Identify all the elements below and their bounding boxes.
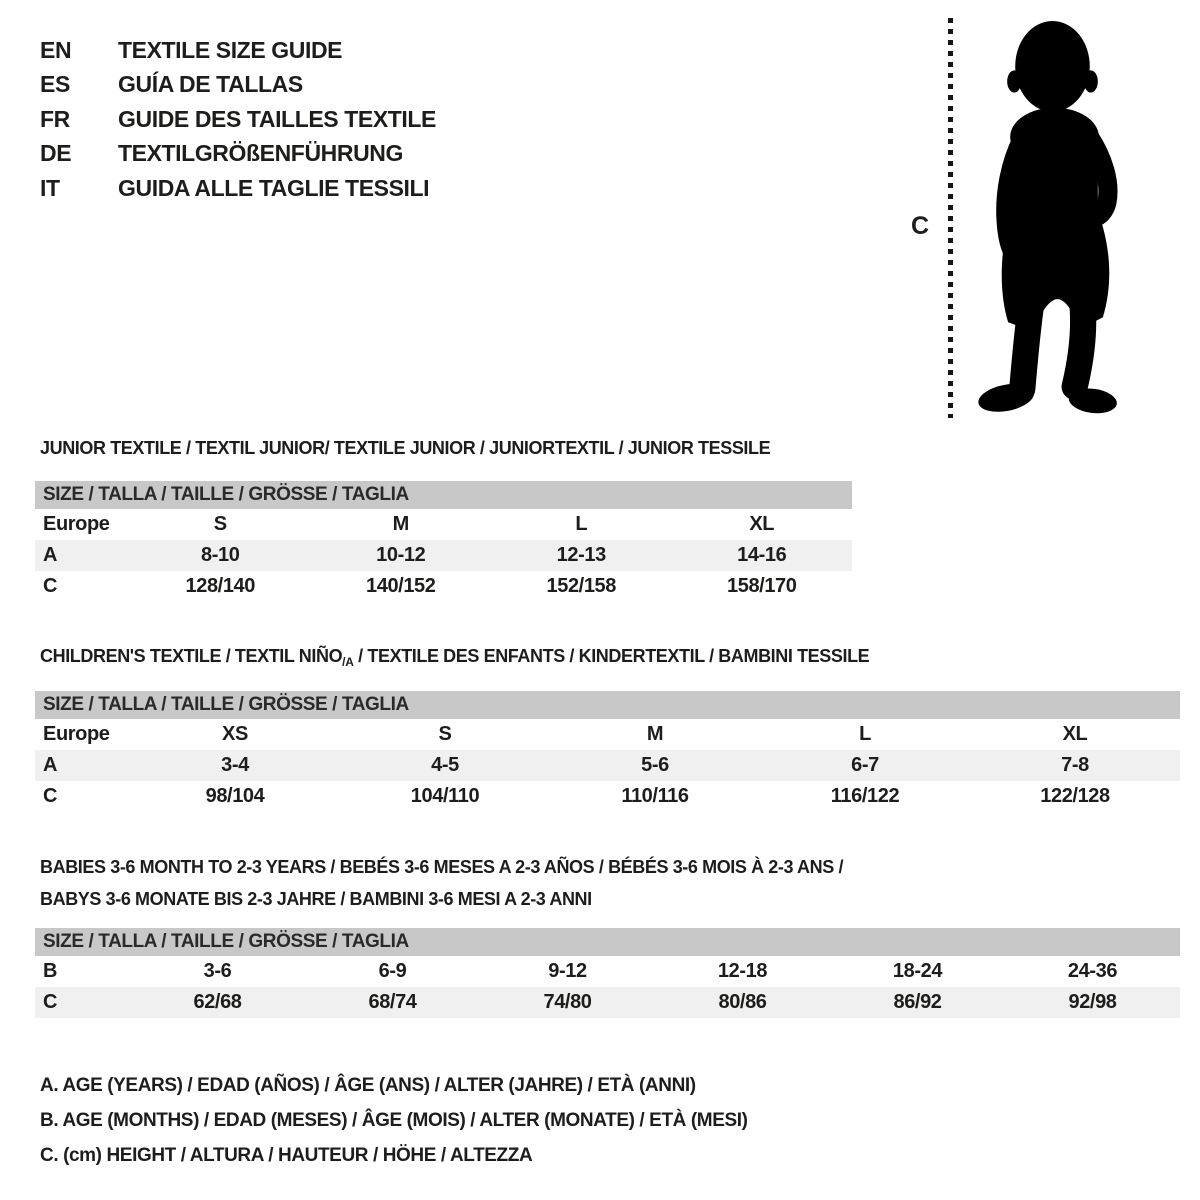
table-row-age-years xyxy=(35,750,1180,781)
table-row-sizes xyxy=(35,719,1180,750)
row-label: A xyxy=(35,540,130,571)
babies-title-line2: BABYS 3-6 MONATE BIS 2-3 JAHRE / BAMBINI 3-6 MESI A 2-3 ANNI xyxy=(40,889,592,909)
language-row xyxy=(40,137,436,172)
age-cell: 6-7 xyxy=(760,750,970,781)
language-title: GUIDA ALLE TAGLIE TESSILI xyxy=(118,174,430,201)
age-cell: 18-24 xyxy=(892,960,943,982)
height-cell: 86/92 xyxy=(830,987,1005,1018)
language-code: EN xyxy=(40,36,72,63)
row-label: C xyxy=(43,575,58,597)
language-code: DE xyxy=(40,140,72,167)
height-cell: 152/158 xyxy=(546,575,616,597)
age-cell: 10-12 xyxy=(311,540,492,571)
age-cell: 14-16 xyxy=(672,540,853,571)
junior-section-title: JUNIOR TEXTILE / TEXTIL JUNIOR/ TEXTILE JUNIOR / JUNIORTEXTIL / JUNIOR TESSILE xyxy=(40,438,771,458)
children-title-sub: /A xyxy=(342,655,354,669)
children-section-title xyxy=(40,646,869,669)
age-cell: 7-8 xyxy=(970,750,1180,781)
height-cell: 122/128 xyxy=(1040,785,1110,807)
age-cell: 3-6 xyxy=(203,960,232,982)
size-cell: S xyxy=(213,513,227,535)
age-cell: 12-13 xyxy=(491,540,672,571)
language-row xyxy=(40,102,436,137)
language-code: ES xyxy=(40,71,70,98)
height-cell: 62/68 xyxy=(130,987,305,1018)
legend-line-c: C. (cm) HEIGHT / ALTURA / HAUTEUR / HÖHE / ALTEZZA xyxy=(40,1145,533,1166)
table-row-sizes xyxy=(35,509,852,540)
size-cell: M xyxy=(646,723,664,745)
size-header-bar: SIZE / TALLA / TAILLE / GRÖSSE / TAGLIA xyxy=(35,481,852,509)
row-label: C xyxy=(35,987,130,1018)
height-measure-dashed-line xyxy=(948,18,953,418)
height-cell: 128/140 xyxy=(185,575,255,597)
height-cell: 140/152 xyxy=(366,575,436,597)
height-cell: 92/98 xyxy=(1005,987,1180,1018)
row-label: B xyxy=(43,960,58,982)
height-cell: 110/116 xyxy=(621,785,689,807)
language-code: FR xyxy=(40,105,70,132)
measure-legend xyxy=(40,1068,748,1173)
language-row xyxy=(40,68,436,103)
age-cell: 9-12 xyxy=(548,960,587,982)
height-measure-label: C xyxy=(911,212,930,240)
height-cell: 98/104 xyxy=(205,785,265,807)
age-cell: 8-10 xyxy=(130,540,311,571)
children-size-table xyxy=(35,691,1180,812)
row-label: Europe xyxy=(43,513,110,535)
size-header-bar: SIZE / TALLA / TAILLE / GRÖSSE / TAGLIA xyxy=(35,928,1180,956)
language-title: GUIDE DES TAILLES TEXTILE xyxy=(118,105,436,132)
height-cell: 158/170 xyxy=(727,575,797,597)
height-cell: 80/86 xyxy=(655,987,830,1018)
height-cell: 68/74 xyxy=(305,987,480,1018)
children-title-pre: CHILDREN'S TEXTILE / TEXTIL NIÑO xyxy=(40,646,343,666)
junior-size-table xyxy=(35,481,852,602)
size-cell: L xyxy=(859,723,871,745)
babies-size-table xyxy=(35,928,1180,1018)
language-code: IT xyxy=(40,174,60,201)
language-row xyxy=(40,33,436,68)
size-cell: S xyxy=(438,723,452,745)
size-cell: M xyxy=(392,513,409,535)
age-cell: 24-36 xyxy=(1067,960,1118,982)
row-label: Europe xyxy=(43,723,110,745)
row-label: C xyxy=(43,785,58,807)
size-cell: L xyxy=(575,513,588,535)
language-title: TEXTILGRÖßENFÜHRUNG xyxy=(118,140,403,167)
babies-title-line1: BABIES 3-6 MONTH TO 2-3 YEARS / BEBÉS 3-6 MESES A 2-3 AÑOS / BÉBÉS 3-6 MOIS À 2-3 ANS / xyxy=(40,857,844,877)
age-cell: 6-9 xyxy=(378,960,407,982)
table-row-age-months xyxy=(35,956,1180,987)
age-cell: 5-6 xyxy=(550,750,760,781)
row-label: A xyxy=(35,750,130,781)
language-title: TEXTILE SIZE GUIDE xyxy=(118,36,343,63)
legend-line-a: A. AGE (YEARS) / EDAD (AÑOS) / ÂGE (ANS) / ALTER (JAHRE) / ETÀ (ANNI) xyxy=(40,1075,696,1096)
table-row-height-cm xyxy=(35,781,1180,812)
table-row-height-cm xyxy=(35,571,852,602)
height-cell: 74/80 xyxy=(480,987,655,1018)
size-cell: XL xyxy=(749,513,775,535)
size-cell: XL xyxy=(1062,723,1088,745)
language-title-block xyxy=(40,33,436,206)
language-row xyxy=(40,171,436,206)
age-cell: 4-5 xyxy=(340,750,550,781)
babies-section-title xyxy=(40,851,843,915)
toddler-silhouette-icon xyxy=(963,20,1141,418)
table-row-age-years xyxy=(35,540,852,571)
legend-line-b: B. AGE (MONTHS) / EDAD (MESES) / ÂGE (MOIS) / ALTER (MONATE) / ETÀ (MESI) xyxy=(40,1110,748,1131)
age-cell: 12-18 xyxy=(717,960,768,982)
age-cell: 3-4 xyxy=(130,750,340,781)
children-title-post: / TEXTILE DES ENFANTS / KINDERTEXTIL / BAMBINI TESSILE xyxy=(353,646,870,666)
language-title: GUÍA DE TALLAS xyxy=(118,71,303,98)
size-header-bar: SIZE / TALLA / TAILLE / GRÖSSE / TAGLIA xyxy=(35,691,1180,719)
height-cell: 104/110 xyxy=(410,785,480,807)
height-cell: 116/122 xyxy=(830,785,900,807)
table-row-height-cm xyxy=(35,987,1180,1018)
size-cell: XS xyxy=(222,723,248,745)
